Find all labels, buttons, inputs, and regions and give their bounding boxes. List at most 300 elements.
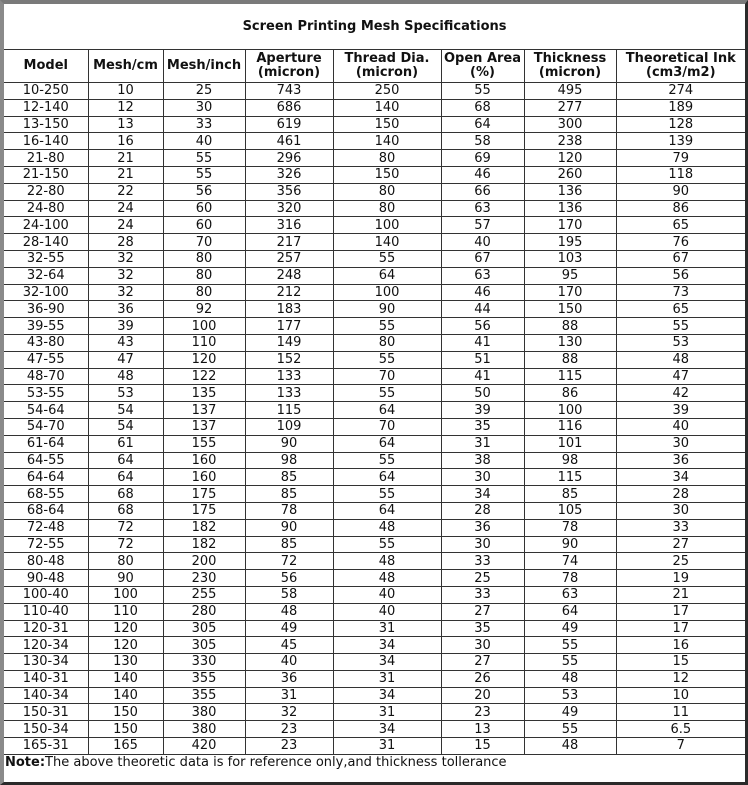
table-row — [4, 603, 745, 620]
value-cell: 36 — [441, 519, 524, 536]
note-text: The above theoretic data is for reference only,and thickness tollerance — [45, 755, 507, 771]
value-cell: 80 — [333, 150, 441, 167]
value-cell: 135 — [163, 385, 245, 402]
value-cell: 55 — [616, 318, 745, 335]
model-cell: 24-80 — [4, 200, 88, 217]
value-cell: 122 — [163, 368, 245, 385]
column-header-label: Mesh/inch — [166, 58, 242, 73]
value-cell: 10 — [88, 83, 163, 100]
model-cell: 32-100 — [4, 284, 88, 301]
model-cell: 36-90 — [4, 301, 88, 318]
column-header — [4, 50, 88, 83]
value-cell: 55 — [524, 654, 616, 671]
value-cell: 40 — [163, 133, 245, 150]
value-cell: 32 — [245, 704, 333, 721]
value-cell: 90 — [616, 183, 745, 200]
value-cell: 34 — [333, 687, 441, 704]
value-cell: 120 — [88, 620, 163, 637]
value-cell: 31 — [441, 435, 524, 452]
value-cell: 88 — [524, 318, 616, 335]
value-cell: 80 — [163, 267, 245, 284]
table-row — [4, 217, 745, 234]
table-row — [4, 654, 745, 671]
value-cell: 100 — [524, 402, 616, 419]
model-cell: 90-48 — [4, 570, 88, 587]
value-cell: 120 — [163, 351, 245, 368]
value-cell: 70 — [333, 368, 441, 385]
value-cell: 30 — [441, 536, 524, 553]
value-cell: 34 — [333, 654, 441, 671]
model-cell: 48-70 — [4, 368, 88, 385]
value-cell: 175 — [163, 486, 245, 503]
model-cell: 28-140 — [4, 234, 88, 251]
value-cell: 200 — [163, 553, 245, 570]
value-cell: 31 — [245, 687, 333, 704]
table-row — [4, 133, 745, 150]
value-cell: 137 — [163, 418, 245, 435]
value-cell: 28 — [616, 486, 745, 503]
value-cell: 238 — [524, 133, 616, 150]
table-row — [4, 435, 745, 452]
table-row — [4, 486, 745, 503]
value-cell: 30 — [616, 502, 745, 519]
value-cell: 40 — [333, 603, 441, 620]
model-cell: 120-34 — [4, 637, 88, 654]
value-cell: 92 — [163, 301, 245, 318]
model-cell: 32-55 — [4, 250, 88, 267]
value-cell: 250 — [333, 83, 441, 100]
value-cell: 257 — [245, 250, 333, 267]
column-header-unit: (%) — [470, 65, 495, 80]
value-cell: 54 — [88, 418, 163, 435]
value-cell: 183 — [245, 301, 333, 318]
value-cell: 86 — [524, 385, 616, 402]
value-cell: 55 — [333, 486, 441, 503]
value-cell: 53 — [524, 687, 616, 704]
model-cell: 80-48 — [4, 553, 88, 570]
value-cell: 47 — [88, 351, 163, 368]
value-cell: 686 — [245, 99, 333, 116]
value-cell: 140 — [88, 687, 163, 704]
value-cell: 65 — [616, 217, 745, 234]
column-header — [333, 50, 441, 83]
column-header — [88, 50, 163, 83]
value-cell: 120 — [524, 150, 616, 167]
value-cell: 17 — [616, 620, 745, 637]
value-cell: 49 — [245, 620, 333, 637]
table-body — [4, 83, 745, 755]
value-cell: 300 — [524, 116, 616, 133]
table-row — [4, 99, 745, 116]
value-cell: 170 — [524, 217, 616, 234]
value-cell: 24 — [88, 217, 163, 234]
value-cell: 49 — [524, 704, 616, 721]
value-cell: 67 — [616, 250, 745, 267]
value-cell: 40 — [616, 418, 745, 435]
value-cell: 139 — [616, 133, 745, 150]
value-cell: 160 — [163, 452, 245, 469]
value-cell: 72 — [88, 519, 163, 536]
value-cell: 39 — [616, 402, 745, 419]
model-cell: 22-80 — [4, 183, 88, 200]
table-row — [4, 704, 745, 721]
value-cell: 150 — [333, 166, 441, 183]
value-cell: 110 — [163, 334, 245, 351]
value-cell: 100 — [88, 586, 163, 603]
value-cell: 61 — [88, 435, 163, 452]
value-cell: 16 — [88, 133, 163, 150]
table-row — [4, 334, 745, 351]
value-cell: 356 — [245, 183, 333, 200]
value-cell: 33 — [441, 586, 524, 603]
value-cell: 120 — [88, 637, 163, 654]
value-cell: 48 — [616, 351, 745, 368]
value-cell: 55 — [163, 166, 245, 183]
value-cell: 90 — [333, 301, 441, 318]
value-cell: 10 — [616, 687, 745, 704]
value-cell: 55 — [441, 83, 524, 100]
value-cell: 115 — [245, 402, 333, 419]
value-cell: 54 — [88, 402, 163, 419]
value-cell: 380 — [163, 721, 245, 738]
value-cell: 53 — [88, 385, 163, 402]
model-cell: 43-80 — [4, 334, 88, 351]
value-cell: 55 — [333, 351, 441, 368]
model-cell: 24-100 — [4, 217, 88, 234]
value-cell: 32 — [88, 267, 163, 284]
value-cell: 50 — [441, 385, 524, 402]
value-cell: 65 — [616, 301, 745, 318]
model-cell: 32-64 — [4, 267, 88, 284]
model-cell: 165-31 — [4, 738, 88, 755]
value-cell: 56 — [616, 267, 745, 284]
value-cell: 105 — [524, 502, 616, 519]
value-cell: 40 — [441, 234, 524, 251]
value-cell: 55 — [333, 536, 441, 553]
value-cell: 90 — [88, 570, 163, 587]
value-cell: 39 — [88, 318, 163, 335]
value-cell: 85 — [245, 536, 333, 553]
column-header-label: Thread Dia. — [344, 51, 430, 66]
value-cell: 34 — [333, 637, 441, 654]
value-cell: 69 — [441, 150, 524, 167]
value-cell: 136 — [524, 183, 616, 200]
value-cell: 115 — [524, 368, 616, 385]
value-cell: 79 — [616, 150, 745, 167]
value-cell: 26 — [441, 670, 524, 687]
value-cell: 28 — [441, 502, 524, 519]
value-cell: 64 — [441, 116, 524, 133]
value-cell: 98 — [245, 452, 333, 469]
value-cell: 34 — [333, 721, 441, 738]
table-row — [4, 318, 745, 335]
value-cell: 80 — [88, 553, 163, 570]
value-cell: 98 — [524, 452, 616, 469]
value-cell: 25 — [441, 570, 524, 587]
value-cell: 195 — [524, 234, 616, 251]
model-cell: 68-55 — [4, 486, 88, 503]
column-header-unit: (micron) — [538, 65, 602, 80]
value-cell: 255 — [163, 586, 245, 603]
table-row — [4, 183, 745, 200]
model-cell: 16-140 — [4, 133, 88, 150]
value-cell: 64 — [88, 452, 163, 469]
value-cell: 280 — [163, 603, 245, 620]
value-cell: 149 — [245, 334, 333, 351]
value-cell: 175 — [163, 502, 245, 519]
value-cell: 150 — [524, 301, 616, 318]
value-cell: 182 — [163, 519, 245, 536]
value-cell: 60 — [163, 200, 245, 217]
column-header-label: Thickness — [533, 51, 607, 66]
column-header-label: Mesh/cm — [93, 58, 158, 73]
model-cell: 53-55 — [4, 385, 88, 402]
value-cell: 13 — [88, 116, 163, 133]
value-cell: 34 — [616, 469, 745, 486]
value-cell: 46 — [441, 166, 524, 183]
column-header-unit: (micron) — [257, 65, 321, 80]
value-cell: 28 — [88, 234, 163, 251]
value-cell: 140 — [333, 99, 441, 116]
value-cell: 85 — [524, 486, 616, 503]
value-cell: 58 — [245, 586, 333, 603]
column-header — [441, 50, 524, 83]
model-cell: 110-40 — [4, 603, 88, 620]
value-cell: 67 — [441, 250, 524, 267]
table-row — [4, 452, 745, 469]
value-cell: 80 — [333, 334, 441, 351]
value-cell: 33 — [616, 519, 745, 536]
value-cell: 6.5 — [616, 721, 745, 738]
value-cell: 47 — [616, 368, 745, 385]
value-cell: 80 — [163, 284, 245, 301]
table-row — [4, 267, 745, 284]
value-cell: 30 — [163, 99, 245, 116]
value-cell: 31 — [333, 738, 441, 755]
value-cell: 15 — [441, 738, 524, 755]
value-cell: 55 — [524, 721, 616, 738]
model-cell: 21-150 — [4, 166, 88, 183]
value-cell: 150 — [333, 116, 441, 133]
model-cell: 12-140 — [4, 99, 88, 116]
value-cell: 27 — [441, 603, 524, 620]
value-cell: 63 — [524, 586, 616, 603]
value-cell: 140 — [333, 234, 441, 251]
value-cell: 48 — [524, 670, 616, 687]
value-cell: 42 — [616, 385, 745, 402]
value-cell: 32 — [88, 284, 163, 301]
header-row — [4, 50, 745, 83]
value-cell: 55 — [333, 250, 441, 267]
column-header-label: Aperture — [256, 51, 322, 66]
model-cell: 54-64 — [4, 402, 88, 419]
value-cell: 72 — [88, 536, 163, 553]
value-cell: 21 — [88, 166, 163, 183]
value-cell: 12 — [88, 99, 163, 116]
value-cell: 165 — [88, 738, 163, 755]
value-cell: 55 — [333, 385, 441, 402]
value-cell: 35 — [441, 620, 524, 637]
value-cell: 33 — [163, 116, 245, 133]
table-title: Screen Printing Mesh Specifications — [4, 4, 745, 50]
model-cell: 140-34 — [4, 687, 88, 704]
value-cell: 60 — [163, 217, 245, 234]
table-row — [4, 570, 745, 587]
model-cell: 64-64 — [4, 469, 88, 486]
value-cell: 64 — [524, 603, 616, 620]
value-cell: 45 — [245, 637, 333, 654]
value-cell: 274 — [616, 83, 745, 100]
value-cell: 41 — [441, 334, 524, 351]
value-cell: 17 — [616, 603, 745, 620]
model-cell: 21-80 — [4, 150, 88, 167]
value-cell: 48 — [245, 603, 333, 620]
value-cell: 56 — [163, 183, 245, 200]
value-cell: 316 — [245, 217, 333, 234]
value-cell: 277 — [524, 99, 616, 116]
value-cell: 461 — [245, 133, 333, 150]
value-cell: 35 — [441, 418, 524, 435]
value-cell: 110 — [88, 603, 163, 620]
value-cell: 320 — [245, 200, 333, 217]
column-header — [163, 50, 245, 83]
value-cell: 31 — [333, 704, 441, 721]
column-header — [616, 50, 745, 83]
table-row — [4, 83, 745, 100]
value-cell: 133 — [245, 385, 333, 402]
value-cell: 103 — [524, 250, 616, 267]
model-cell: 13-150 — [4, 116, 88, 133]
table-row — [4, 284, 745, 301]
value-cell: 420 — [163, 738, 245, 755]
value-cell: 90 — [524, 536, 616, 553]
value-cell: 58 — [441, 133, 524, 150]
model-cell: 10-250 — [4, 83, 88, 100]
value-cell: 140 — [88, 670, 163, 687]
value-cell: 48 — [524, 738, 616, 755]
value-cell: 23 — [245, 738, 333, 755]
table-row — [4, 234, 745, 251]
value-cell: 36 — [616, 452, 745, 469]
value-cell: 130 — [524, 334, 616, 351]
value-cell: 330 — [163, 654, 245, 671]
table-row — [4, 553, 745, 570]
value-cell: 31 — [333, 620, 441, 637]
value-cell: 68 — [88, 486, 163, 503]
value-cell: 48 — [88, 368, 163, 385]
value-cell: 70 — [163, 234, 245, 251]
value-cell: 140 — [333, 133, 441, 150]
value-cell: 128 — [616, 116, 745, 133]
value-cell: 64 — [333, 469, 441, 486]
note-row — [4, 754, 745, 771]
value-cell: 85 — [245, 486, 333, 503]
value-cell: 95 — [524, 267, 616, 284]
model-cell: 100-40 — [4, 586, 88, 603]
value-cell: 152 — [245, 351, 333, 368]
value-cell: 170 — [524, 284, 616, 301]
value-cell: 41 — [441, 368, 524, 385]
table-row — [4, 250, 745, 267]
value-cell: 48 — [333, 553, 441, 570]
value-cell: 189 — [616, 99, 745, 116]
table-row — [4, 351, 745, 368]
value-cell: 33 — [441, 553, 524, 570]
value-cell: 51 — [441, 351, 524, 368]
column-header-label: Open Area — [443, 51, 522, 66]
value-cell: 48 — [333, 570, 441, 587]
model-cell: 47-55 — [4, 351, 88, 368]
value-cell: 80 — [333, 200, 441, 217]
column-header-unit: (micron) — [355, 65, 419, 80]
value-cell: 57 — [441, 217, 524, 234]
model-cell: 68-64 — [4, 502, 88, 519]
value-cell: 32 — [88, 250, 163, 267]
value-cell: 86 — [616, 200, 745, 217]
value-cell: 64 — [333, 502, 441, 519]
value-cell: 46 — [441, 284, 524, 301]
value-cell: 13 — [441, 721, 524, 738]
value-cell: 495 — [524, 83, 616, 100]
value-cell: 72 — [245, 553, 333, 570]
value-cell: 30 — [616, 435, 745, 452]
value-cell: 25 — [163, 83, 245, 100]
value-cell: 68 — [88, 502, 163, 519]
value-cell: 326 — [245, 166, 333, 183]
value-cell: 63 — [441, 267, 524, 284]
value-cell: 40 — [333, 586, 441, 603]
value-cell: 619 — [245, 116, 333, 133]
value-cell: 100 — [333, 217, 441, 234]
value-cell: 30 — [441, 469, 524, 486]
column-header-label: Model — [23, 58, 68, 73]
column-header — [245, 50, 333, 83]
table-row — [4, 150, 745, 167]
table-row — [4, 687, 745, 704]
table-row — [4, 502, 745, 519]
value-cell: 118 — [616, 166, 745, 183]
value-cell: 78 — [245, 502, 333, 519]
model-cell: 72-55 — [4, 536, 88, 553]
value-cell: 15 — [616, 654, 745, 671]
model-cell: 54-70 — [4, 418, 88, 435]
value-cell: 39 — [441, 402, 524, 419]
value-cell: 21 — [616, 586, 745, 603]
value-cell: 27 — [616, 536, 745, 553]
value-cell: 116 — [524, 418, 616, 435]
value-cell: 137 — [163, 402, 245, 419]
value-cell: 64 — [88, 469, 163, 486]
model-cell: 150-34 — [4, 721, 88, 738]
note-label: Note: — [5, 755, 46, 771]
value-cell: 73 — [616, 284, 745, 301]
value-cell: 230 — [163, 570, 245, 587]
value-cell: 212 — [245, 284, 333, 301]
value-cell: 27 — [441, 654, 524, 671]
value-cell: 78 — [524, 570, 616, 587]
value-cell: 64 — [333, 402, 441, 419]
value-cell: 160 — [163, 469, 245, 486]
value-cell: 22 — [88, 183, 163, 200]
table-row — [4, 670, 745, 687]
title-row — [4, 4, 745, 50]
table-row — [4, 721, 745, 738]
value-cell: 296 — [245, 150, 333, 167]
value-cell: 74 — [524, 553, 616, 570]
note-cell — [4, 754, 745, 771]
value-cell: 133 — [245, 368, 333, 385]
value-cell: 100 — [163, 318, 245, 335]
